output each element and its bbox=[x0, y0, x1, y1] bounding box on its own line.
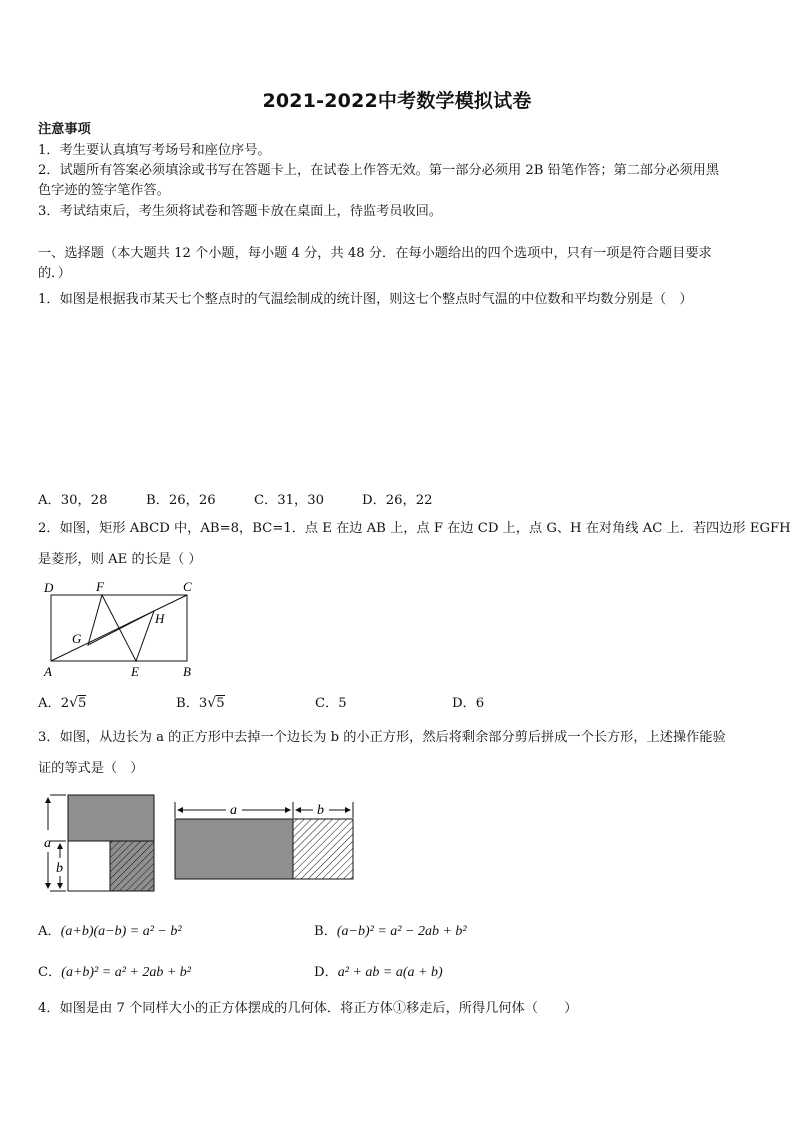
q2-option-b: B．3√5 bbox=[176, 695, 225, 711]
q2-stem-line1: 2．如图，矩形 ABCD 中，AB=8，BC=1．点 E 在边 AB 上，点 F 在边 CD 上，点 G、H 在对角线 AC 上．若四边形 EGFH bbox=[38, 521, 791, 536]
hatched-region bbox=[110, 841, 154, 891]
q1-option-b: B．26，26 bbox=[146, 493, 216, 508]
q2-option-a: A．2√5 bbox=[38, 695, 87, 711]
rhombus-egfh bbox=[88, 595, 154, 661]
label-h: H bbox=[155, 611, 165, 626]
label-b-top: b bbox=[317, 803, 324, 818]
q3-option-a: A．(a+b)(a−b) = a² − b² bbox=[38, 924, 182, 939]
q1-option-a: A．30，28 bbox=[38, 493, 108, 508]
page-title: 2021-2022中考数学模拟试卷 bbox=[262, 90, 532, 112]
q2-rectangle-figure bbox=[36, 575, 206, 680]
label-d: D bbox=[44, 580, 54, 595]
label-a-left: a bbox=[44, 836, 51, 851]
q3-square-figures bbox=[36, 790, 366, 898]
label-a-top: a bbox=[230, 803, 237, 818]
label-e: E bbox=[131, 664, 139, 679]
notice-item-3: 3．考试结束后，考生须将试卷和答题卡放在桌面上，待监考员收回。 bbox=[38, 204, 443, 219]
section-heading-cont: 的．） bbox=[38, 266, 71, 281]
notice-item-2-cont: 色字迹的签字笔作答。 bbox=[38, 183, 170, 198]
section-heading: 一、选择题（本大题共 12 个小题，每小题 4 分，共 48 分．在每小题给出的四个选项中，只有一项是符合题目要求 bbox=[38, 246, 712, 261]
long-rectangle bbox=[175, 819, 293, 879]
q2-stem-line2: 是菱形，则 AE 的长是（ ） bbox=[38, 552, 202, 567]
notice-item-2: 2．试题所有答案必须填涂或书写在答题卡上，在试卷上作答无效。第一部分必须用 2B 铅笔作答；第二部分必须用黑 bbox=[38, 163, 720, 178]
q1-stem: 1．如图是根据我市某天七个整点时的气温绘制成的统计图，则这七个整点时气温的中位数和平均数分别是（ ） bbox=[38, 292, 693, 307]
hatched-rectangle bbox=[293, 819, 353, 879]
q2-option-c: C．5 bbox=[315, 696, 347, 711]
q3-stem-line2: 证的等式是（ ） bbox=[38, 761, 144, 776]
label-b-left: b bbox=[56, 861, 63, 876]
q3-stem-line1: 3．如图，从边长为 a 的正方形中去掉一个边长为 b 的小正方形，然后将剩余部分剪后拼成一个长方形，上述操作能验 bbox=[38, 730, 726, 745]
q4-stem: 4．如图是由 7 个同样大小的正方体摆成的几何体．将正方体①移走后，所得几何体（ ） bbox=[38, 1001, 578, 1016]
label-g: G bbox=[72, 631, 82, 646]
q3-option-c: C．(a+b)² = a² + 2ab + b² bbox=[38, 965, 191, 980]
label-c: C bbox=[183, 579, 192, 594]
q1-option-c: C．31，30 bbox=[254, 493, 325, 508]
q3-option-b: B．(a−b)² = a² − 2ab + b² bbox=[314, 924, 467, 939]
q2-option-d: D．6 bbox=[452, 696, 485, 711]
q3-option-d: D．a² + ab = a(a + b) bbox=[314, 965, 443, 980]
notice-heading: 注意事项 bbox=[38, 122, 91, 137]
label-a: A bbox=[44, 664, 52, 679]
notice-item-1: 1．考生要认真填写考场号和座位序号。 bbox=[38, 143, 271, 158]
q1-option-d: D．26，22 bbox=[362, 493, 433, 508]
label-f: F bbox=[96, 579, 104, 594]
label-b: B bbox=[183, 664, 191, 679]
cutout-region bbox=[68, 841, 110, 891]
